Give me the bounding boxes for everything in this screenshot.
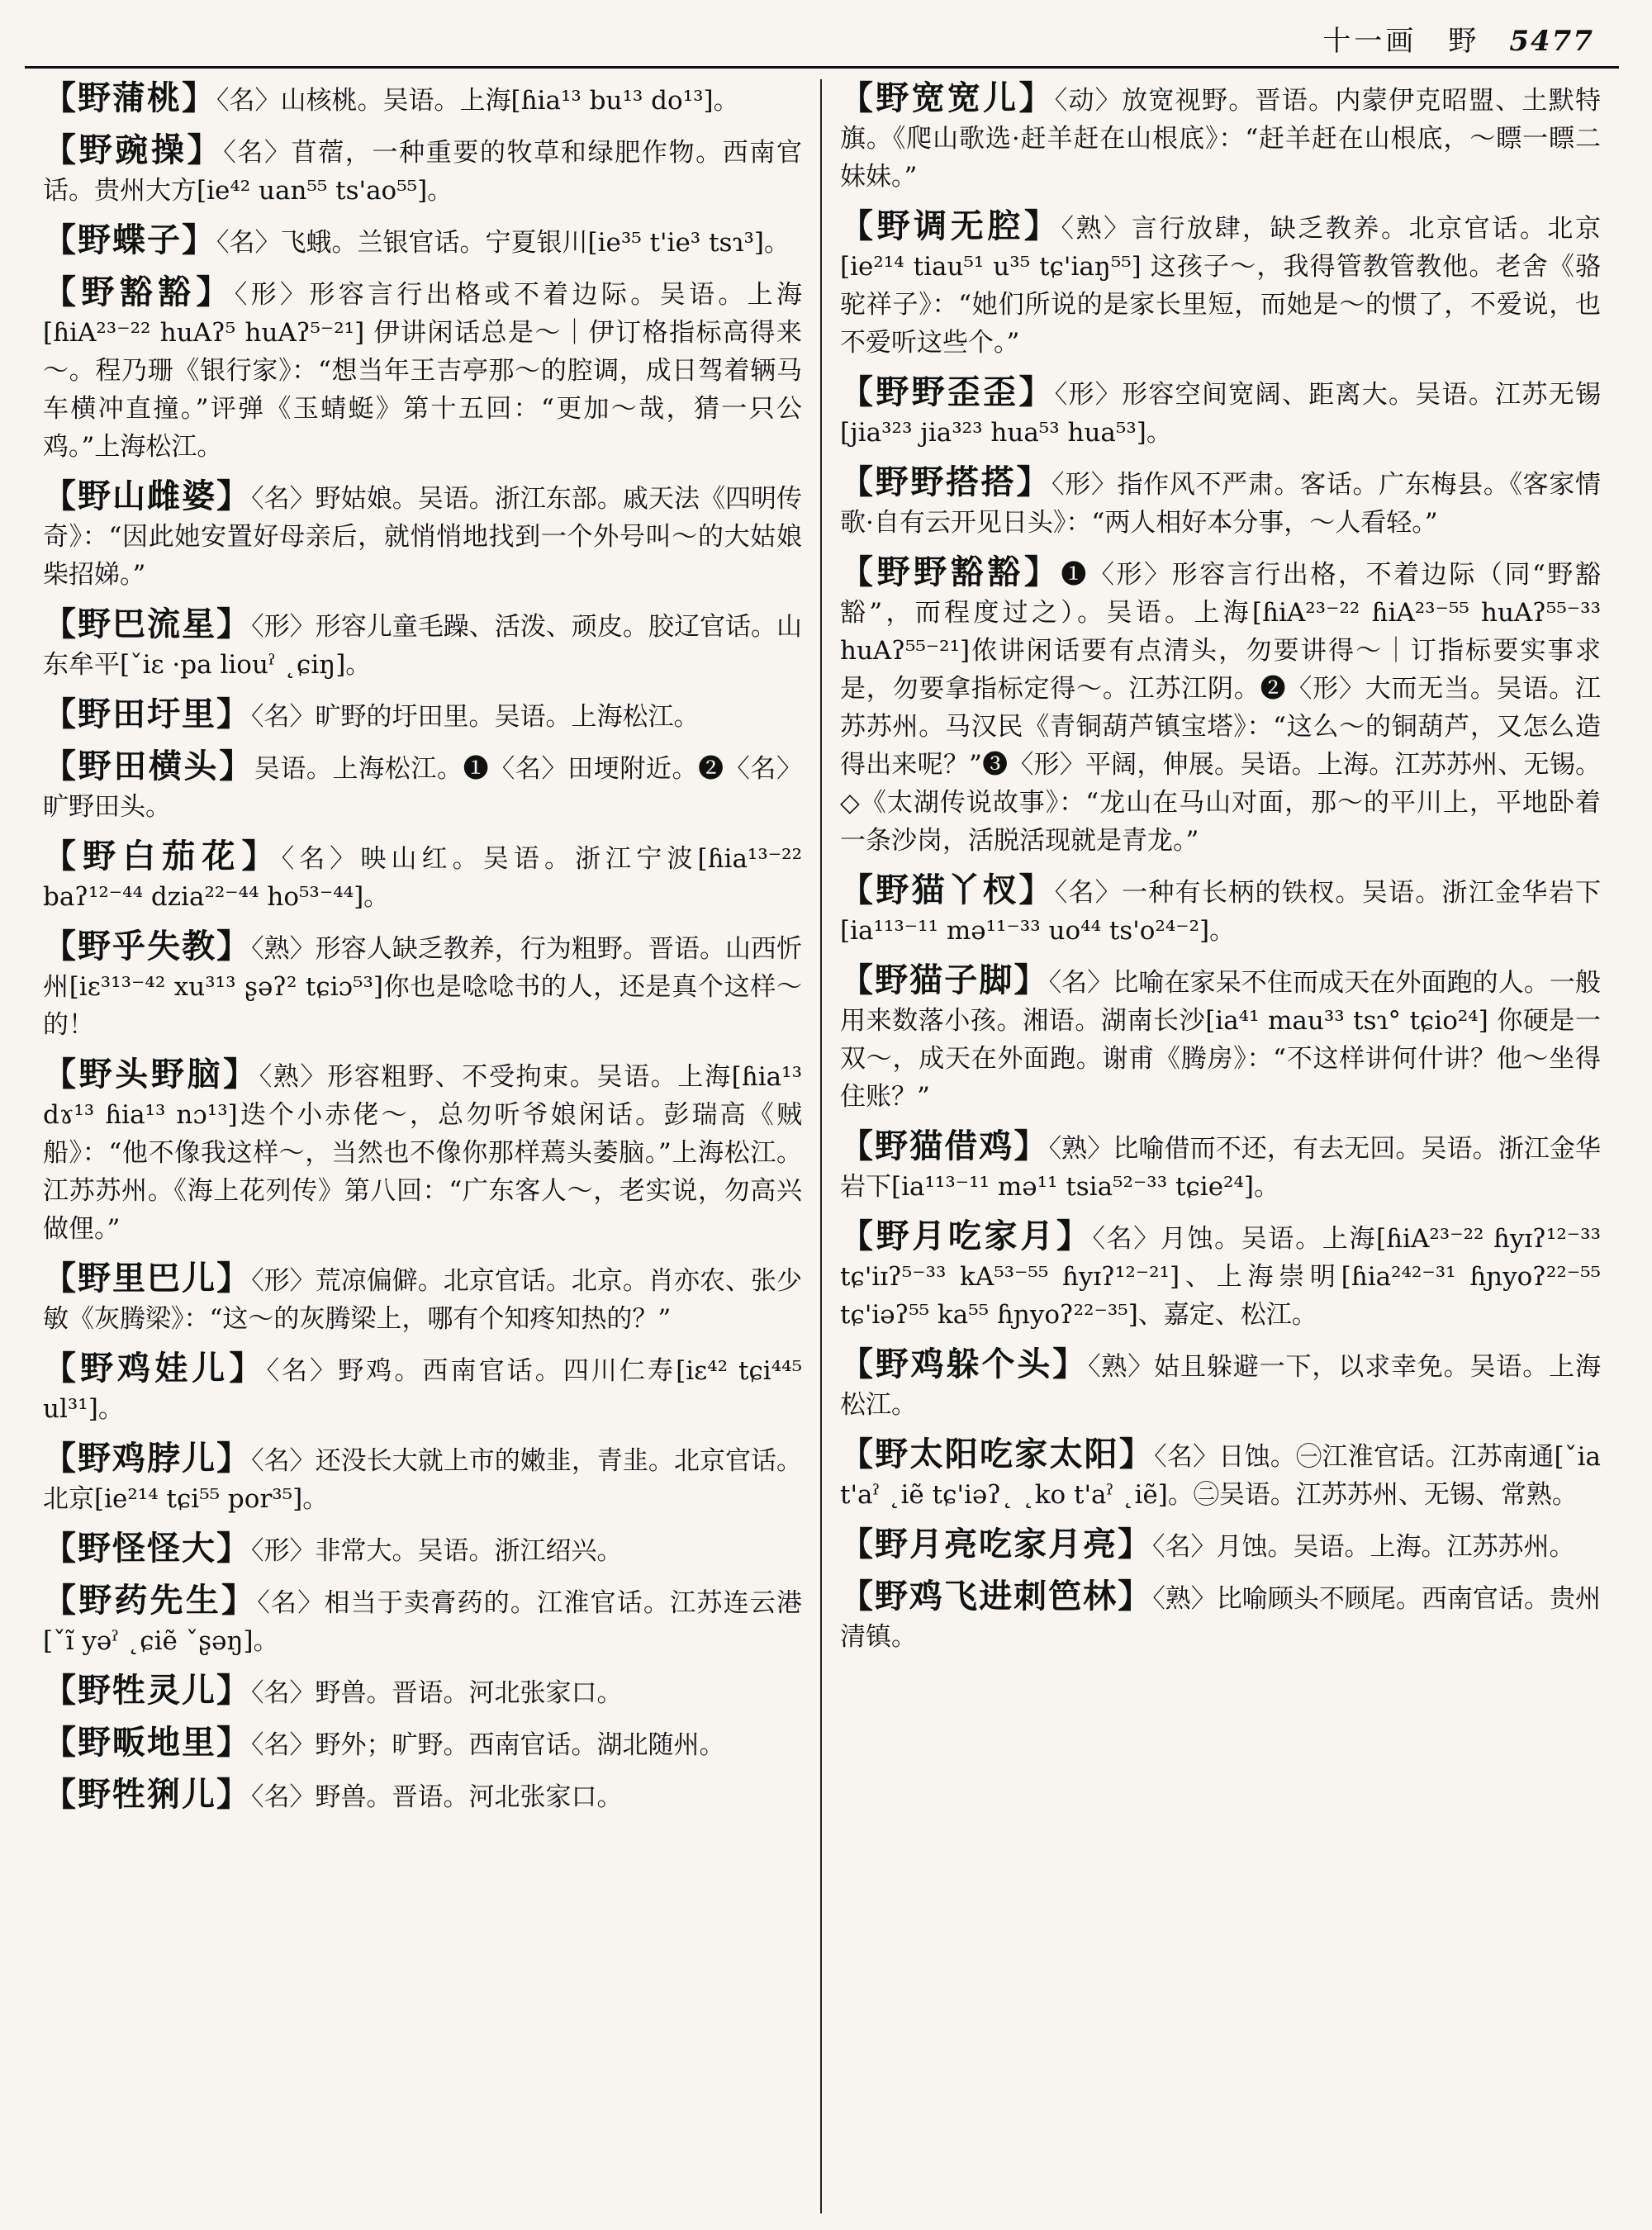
dictionary-entry [840, 1525, 1601, 1566]
dictionary-entry [43, 747, 802, 826]
entry-headword: 【野蒲桃】 [43, 79, 216, 117]
dictionary-entry [840, 463, 1601, 542]
entry-headword: 【野月亮吃家月亮】 [840, 1525, 1152, 1563]
dictionary-entry [840, 553, 1601, 860]
dictionary-entry [43, 477, 802, 594]
entry-headword: 【野鸡脖儿】 [43, 1439, 252, 1478]
entry-definition: 〈名〉苜蓿，一种重要的牧草和绿肥作物。西南官话。贵州大方[ie⁴² uan⁵⁵ ts'ao⁵⁵]。 [43, 138, 803, 206]
dictionary-entry [43, 695, 802, 736]
entry-definition: 〈名〉野兽。晋语。河北张家口。 [251, 1782, 623, 1812]
entry-definition: 〈形〉指作风不严肃。客话。广东梅县。《客家情歌·自有云开见日头》：“两人相好本分事，～人看轻。” [840, 470, 1601, 538]
entry-definition: 吴语。上海松江。❶〈名〉田埂附近。❷〈名〉旷野田头。 [43, 754, 803, 822]
entry-definition: 〈形〉形容儿童毛躁、活泼、顽皮。胶辽官话。山东牟平[ˇiɛ ·pa liouˀ ˛ɕiŋ]。 [43, 612, 803, 680]
entry-definition: 〈形〉荒凉偏僻。北京官话。北京。肖亦农、张少敏《灰腾梁》：“这～的灰腾梁上，哪有个知疼知热的？” [43, 1266, 803, 1334]
entry-definition: 〈动〉放宽视野。晋语。内蒙伊克昭盟、土默特旗。《爬山歌选·赶羊赶在山根底》：“赶羊赶在山根底，～瞟一瞟二妹妹。” [840, 86, 1602, 192]
dictionary-entry [43, 221, 802, 262]
right-column [822, 79, 1619, 2213]
entry-headword: 【野田圩里】 [43, 695, 251, 733]
entry-headword: 【野野豁豁】 [840, 553, 1061, 591]
entry-definition: 〈熟〉形容人缺乏教养，行为粗野。晋语。山西忻州[iɛ³¹³⁻⁴² xu³¹³ ʂəʔ² tɕiɔ⁵³]你也是唸唸书的人，还是真个这样～的！ [43, 934, 803, 1040]
entry-headword: 【野乎失教】 [43, 927, 252, 966]
entry-definition: 〈名〉旷野的圩田里。吴语。上海松江。 [251, 702, 700, 732]
entry-headword: 【野调无腔】 [840, 206, 1061, 245]
entry-definition: 〈名〉野兽。晋语。河北张家口。 [251, 1678, 623, 1708]
dictionary-entry [43, 837, 802, 916]
entry-headword: 【野里巴儿】 [43, 1259, 252, 1298]
entry-definition: 〈名〉还没长大就上市的嫩韭，青韭。北京官话。北京[ie²¹⁴ tɕi⁵⁵ por³⁵]。 [43, 1446, 803, 1514]
entry-headword: 【野豁豁】 [43, 273, 235, 311]
entry-headword: 【野野搭搭】 [840, 463, 1051, 501]
entry-definition: 〈名〉野姑娘。吴语。浙江东部。戚天法《四明传奇》：“因此她安置好母亲后，就悄悄地找到一个外号叫～的大姑娘柴招娣。” [43, 484, 803, 590]
entry-definition: 〈名〉月蚀。吴语。上海。江苏苏州。 [1152, 1532, 1575, 1562]
entry-definition: 〈名〉月蚀。吴语。上海[ɦiA²³⁻²² ɦyɪʔ¹²⁻³³ tɕ'iɪʔ⁵⁻³³ kA⁵³⁻⁵⁵ ɦyɪʔ¹²⁻²¹]、上海崇明[ɦia²⁴²⁻³¹ ɦɲyoʔ²²⁻⁵⁵ tɕ'iəʔ⁵⁵ ka⁵⁵ ɦɲyoʔ²²⁻³⁵]、嘉定、松江。 [840, 1224, 1601, 1330]
entry-headword: 【野畈地里】 [43, 1723, 251, 1762]
dictionary-entry [43, 79, 802, 120]
dictionary-entry [840, 1345, 1601, 1424]
dictionary-entry [840, 373, 1601, 452]
entry-definition: 〈熟〉比喻顾头不顾尾。西南官话。贵州清镇。 [840, 1584, 1602, 1652]
entry-definition: 〈名〉比喻在家呆不住而成天在外面跑的人。一般用来数落小孩。湘语。湖南长沙[ia⁴¹ mau³³ tsɿ° tɕio²⁴] 你硬是一双～，成天在外面跑。谢甫《腾房》：“不这样讲何什讲？他～坐得住账？” [840, 968, 1602, 1112]
entry-definition: 〈形〉形容空间宽阔、距离大。吴语。江苏无锡[jia³²³ jia³²³ hua⁵³ hua⁵³]。 [840, 380, 1602, 448]
entry-headword: 【野药先生】 [43, 1581, 258, 1620]
entry-headword: 【野鸡娃儿】 [43, 1349, 267, 1388]
entry-definition: 〈名〉映山红。吴语。浙江宁波[ɦia¹³⁻²² baʔ¹²⁻⁴⁴ dzia²²⁻⁴⁴ ho⁵³⁻⁴⁴]。 [43, 844, 802, 912]
dictionary-entry [43, 928, 802, 1044]
entry-headword: 【野头野脑】 [43, 1055, 259, 1094]
columns [25, 79, 1619, 2213]
entry-definition: 〈形〉非常大。吴语。浙江绍兴。 [251, 1536, 623, 1566]
dictionary-entry [43, 1724, 802, 1764]
section-label: 十一画 野 [1322, 25, 1480, 58]
entry-definition: 〈熟〉比喻借而不还，有去无回。吴语。浙江金华岩下[ia¹¹³⁻¹¹ mə¹¹ tsia⁵²⁻³³ tɕie²⁴]。 [840, 1134, 1602, 1202]
entry-headword: 【野鸡躲个头】 [840, 1345, 1089, 1383]
entry-headword: 【野鸡飞进刺笆林】 [840, 1577, 1153, 1616]
entry-headword: 【野田横头】 [43, 747, 254, 785]
dictionary-entry [840, 79, 1601, 196]
entry-headword: 【野豌操】 [43, 130, 224, 169]
entry-headword: 【野山雌婆】 [43, 477, 252, 515]
entry-headword: 【野白茄花】 [43, 837, 282, 875]
entry-headword: 【野月吃家月】 [840, 1217, 1093, 1255]
entry-definition: ❶〈形〉形容言行出格，不着边际（同“野豁豁”，而程度过之）。吴语。上海[ɦiA²³⁻²² ɦiA²³⁻⁵⁵ huAʔ⁵⁵⁻³³ huAʔ⁵⁵⁻²¹]侬讲闲话要有点清头，勿要讲得～｜订指标要实事求是，勿要拿指标定得～。江苏江阴。❷〈形〉大而无当。吴语。江苏苏州。马汉民《青铜葫芦镇宝塔》：“这么～的铜葫芦，又怎么造得出来呢？”❸〈形〉平阔，伸展。吴语。上海。江苏苏州、无锡。◇《太湖传说故事》：“龙山在马山对面，那～的平川上，平地卧着一条沙岗，活脱活现就是青龙。” [840, 560, 1601, 856]
dictionary-entry [43, 273, 802, 466]
entry-definition: 〈名〉一种有长柄的铁杈。吴语。浙江金华岩下[ia¹¹³⁻¹¹ mə¹¹⁻³³ uo⁴⁴ ts'o²⁴⁻²]。 [840, 878, 1602, 946]
dictionary-entry [43, 1530, 802, 1570]
dictionary-entry [840, 1578, 1601, 1656]
entry-headword: 【野猫丫杈】 [840, 871, 1055, 909]
dictionary-entry [43, 1672, 802, 1712]
dictionary-entry [43, 605, 802, 684]
entry-headword: 【野牲猁儿】 [43, 1775, 251, 1814]
dictionary-entry [43, 1056, 802, 1248]
entry-definition: 〈名〉日蚀。㊀江淮官话。江苏南通[ˇia t'aˀ ˛iẽ tɕ'iəʔ˛ ˛ko t'aˀ ˛iẽ]。㊁吴语。江苏苏州、无锡、常熟。 [840, 1442, 1601, 1510]
dictionary-entry [840, 871, 1601, 950]
entry-definition: 〈名〉相当于卖膏药的。江淮官话。江苏连云港[ˇĩ yəˀ ˛ɕiẽ ˇʂəŋ]。 [43, 1588, 803, 1656]
entry-headword: 【野牲灵儿】 [43, 1671, 251, 1710]
left-column [25, 79, 822, 2213]
entry-headword: 【野猫子脚】 [840, 961, 1049, 999]
dictionary-entry [840, 1435, 1601, 1514]
dictionary-entry [840, 1217, 1601, 1334]
dictionary-entry [43, 1260, 802, 1338]
header-rule [25, 66, 1619, 69]
entry-definition: 〈熟〉姑且躲避一下，以求幸免。吴语。上海松江。 [840, 1352, 1602, 1420]
entry-headword: 【野怪怪大】 [43, 1529, 251, 1568]
entry-definition: 〈形〉形容言行出格或不着边际。吴语。上海[ɦiA²³⁻²² huAʔ⁵ huAʔ⁵⁻²¹] 伊讲闲话总是～｜伊订格指标高得来～。程乃珊《银行家》：“想当年王吉亭那～的腔调，成日驾着辆马车横冲直撞。”评弹《玉蜻蜓》第十五回：“更加～哉，猜一只公鸡。”上海松江。 [43, 280, 803, 462]
dictionary-entry [43, 1582, 802, 1660]
dictionary-entry [840, 961, 1601, 1116]
page-header [1322, 18, 1594, 59]
entry-definition: 〈名〉飞蛾。兰银官话。宁夏银川[ie³⁵ t'ie³ tsɿ³]。 [216, 228, 790, 258]
page-number: 5477 [1509, 25, 1594, 58]
entry-headword: 【野巴流星】 [43, 605, 252, 643]
dictionary-entry [840, 207, 1601, 362]
dictionary-entry [840, 1127, 1601, 1206]
entry-definition: 〈名〉山核桃。吴语。上海[ɦia¹³ bu¹³ do¹³]。 [216, 86, 739, 116]
dictionary-entry [43, 1350, 802, 1428]
entry-definition: 〈熟〉言行放肆，缺乏教养。北京官话。北京[ie²¹⁴ tiau⁵¹ u³⁵ tɕ'iaŋ⁵⁵] 这孩子～，我得管教管教他。老舍《骆驼祥子》：“她们所说的是家长里短，而她是～的惯了，不爱说，也不爱听这些个。” [840, 214, 1602, 358]
entry-headword: 【野猫借鸡】 [840, 1127, 1049, 1165]
dictionary-entry [43, 1776, 802, 1816]
dictionary-entry [43, 131, 802, 210]
entry-definition: 〈名〉野鸡。西南官话。四川仁寿[iɛ⁴² tɕi⁴⁴⁵ ul³¹]。 [43, 1356, 802, 1424]
entry-headword: 【野蝶子】 [43, 221, 216, 259]
entry-headword: 【野宽宽儿】 [840, 79, 1055, 117]
dictionary-entry [43, 1440, 802, 1518]
entry-headword: 【野野歪歪】 [840, 372, 1055, 411]
entry-definition: 〈熟〉形容粗野、不受拘束。吴语。上海[ɦia¹³ dɤ¹³ ɦia¹³ nɔ¹³]迭个小赤佬～，总勿听爷娘闲话。彭瑞高《贼船》：“他不像我这样～，当然也不像你那样蔫头萎脑。”上海松江。江苏苏州。《海上花列传》第八回：“广东客人～，老实说，勿高兴做俚。” [43, 1062, 802, 1244]
entry-definition: 〈名〉野外；旷野。西南官话。湖北随州。 [251, 1730, 725, 1760]
entry-headword: 【野太阳吃家太阳】 [840, 1435, 1155, 1473]
